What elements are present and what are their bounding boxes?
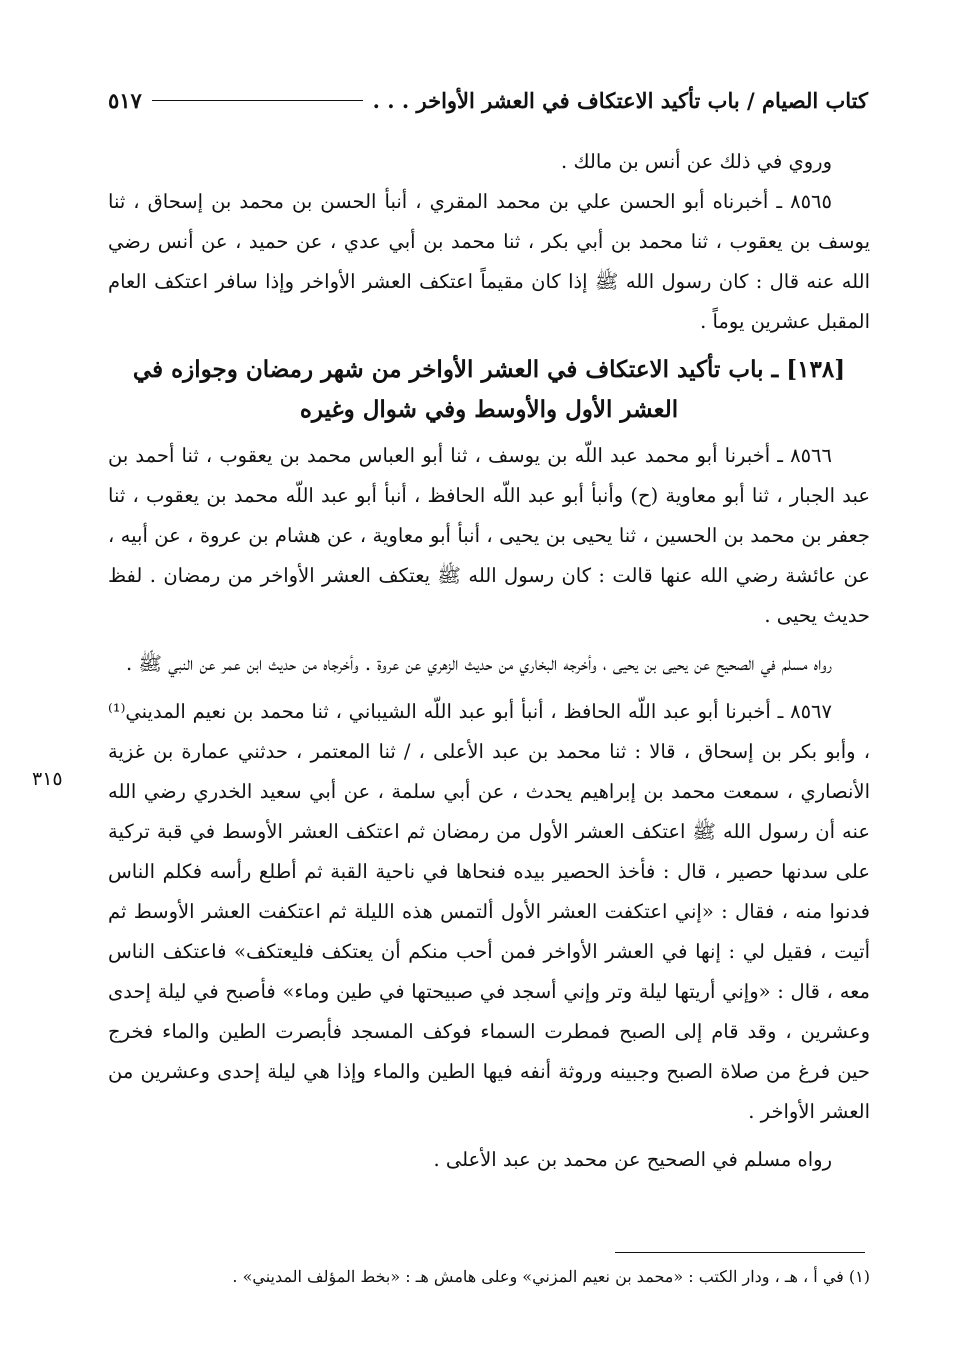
header-rule [152, 100, 363, 101]
header-title: كتاب الصيام / باب تأكيد الاعتكاف في العشر الأواخر . . . [372, 87, 868, 113]
chapter-heading: [١٣٨] ـ باب تأكيد الاعتكاف في العشر الأواخر من شهر رمضان وجوازه في العشر الأول والأوسط وفي شوال وغيره [132, 356, 846, 423]
page-number: ٥١٧ [108, 87, 142, 113]
paragraph-narration-anas: وروي في ذلك عن أنس بن مالك . [561, 150, 832, 173]
commentary-8566: رواه مسلم في الصحيح عن يحيى بن يحيى ، وأخرجه البخاري من حديث الزهري عن عروة . وأخرجاه من حديث ابن عمر عن النبي ﷺ . [125, 652, 832, 675]
running-header [108, 80, 868, 120]
hadith-8566: ٨٥٦٦ ـ أخبرنا أبو محمد عبد اللّه بن يوسف ، ثنا أبو العباس محمد بن يعقوب ، ثنا أحمد بن عبد الجبار ، ثنا أبو معاوية (ح) وأنبأ أبو عبد اللّه الحافظ ، أنبأ أبو عبد اللّه محمد بن يعقوب ، ثنا جعفر بن محمد بن الحسين ، ثنا يحيى بن يحيى ، أنبأ أبو معاوية ، عن هشام بن عروة ، عن أبيه ، عن عائشة رضي الله عنها قالت : كان رسول الله ﷺ يعتكف العشر الأواخر من رمضان . لفظ حديث يحيى . [108, 444, 870, 627]
footnote-rule [615, 1252, 865, 1253]
commentary-8567: رواه مسلم في الصحيح عن محمد بن عبد الأعلى . [433, 1148, 832, 1171]
footnote: (١) في أ ، هـ ، ودار الكتب : «محمد بن نعيم المزني» وعلى هامش هـ : «بخط المؤلف المديني» . [232, 1267, 870, 1286]
hadith-8567: ٨٥٦٧ ـ أخبرنا أبو عبد اللّه الحافظ ، أنبأ أبو عبد اللّه الشيباني ، ثنا محمد بن نعيم المديني⁽¹⁾ ، وأبو بكر بن إسحاق ، قالا : ثنا محمد بن عبد الأعلى ، / ثنا المعتمر ، حدثني عمارة بن غزية الأنصاري ، سمعت محمد بن إبراهيم يحدث ، عن أبي سلمة ، عن أبي سعيد الخدري رضي الله عنه أن رسول الله ﷺ اعتكف العشر الأول من رمضان ثم اعتكف العشر الأوسط في قبة تركية على سدنها حصير ، قال : فأخذ الحصير بيده فنحاها في ناحية القبة ثم أطلع رأسه فكلم الناس فدنوا منه ، فقال : «إني اعتكفت العشر الأول ألتمس هذه الليلة ثم اعتكفت العشر الأوسط ثم أتيت ، فقيل لي : إنها في العشر الأواخر فمن أحب منكم أن يعتكف فليعتكف» فاعتكف الناس معه ، قال : «وإني أريتها ليلة وتر وإني أسجد في صبيحتها في طين وماء» فأصبح في ليلة إحدى وعشرين ، وقد قام إلى الصبح فمطرت السماء فوكف المسجد فأبصرت الطين والماء فخرج حين فرغ من صلاة الصبح وجبينه وروثة أنفه فيها الطين والماء وإذا هي ليلة إحدى وعشرين من العشر الأواخر . [108, 700, 870, 1123]
margin-note: ٣١٥ [32, 768, 63, 790]
body-text [108, 142, 870, 1180]
hadith-8565: ٨٥٦٥ ـ أخبرناه أبو الحسن علي بن محمد المقري ، أنبأ الحسن بن محمد بن إسحاق ، ثنا يوسف بن يعقوب ، ثنا محمد بن أبي بكر ، ثنا محمد بن أبي عدي ، عن حميد ، عن أنس رضي الله عنه قال : كان رسول الله ﷺ إذا كان مقيماً اعتكف العشر الأواخر وإذا سافر اعتكف العام المقبل عشرين يوماً . [108, 190, 870, 333]
